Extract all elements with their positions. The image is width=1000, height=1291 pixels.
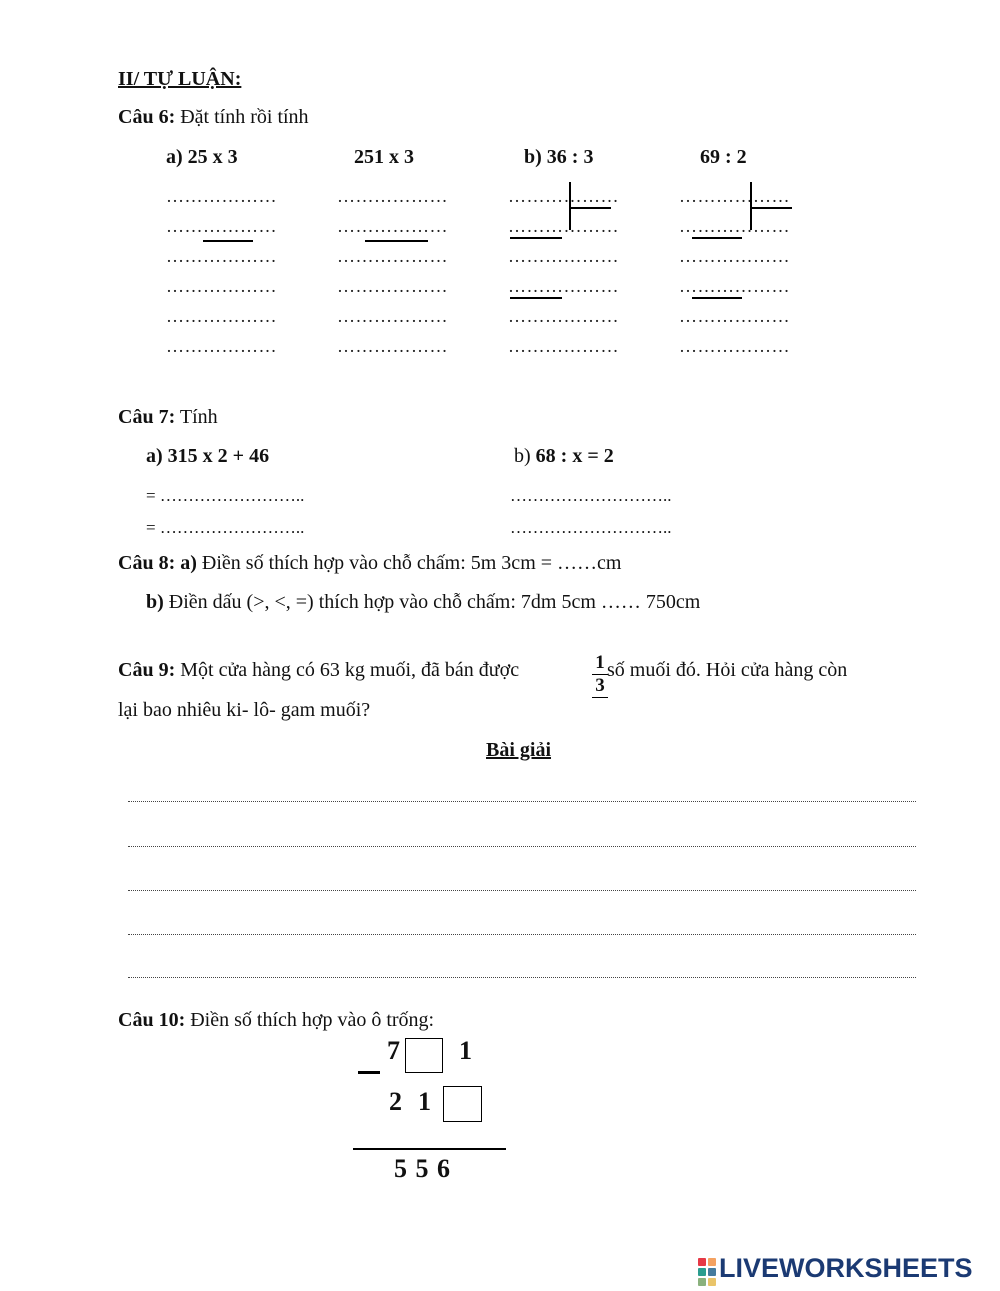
q6-dot-line[interactable]: ………………: [508, 336, 619, 356]
q6-dot-line[interactable]: ………………: [508, 246, 619, 266]
q10-blank-box-2[interactable]: [443, 1086, 482, 1122]
brand-square-icon: [708, 1278, 716, 1286]
q6-dot-line[interactable]: ………………: [166, 186, 277, 206]
q10-row1-digit-1: 7: [387, 1036, 400, 1065]
q6-dot-line[interactable]: ………………: [166, 276, 277, 296]
brand-square-icon: [708, 1258, 716, 1266]
q6-item-b2: 69 : 2: [700, 146, 747, 168]
q7-b-prefix: b): [514, 445, 531, 467]
brand-square-icon: [698, 1258, 706, 1266]
q6-dot-line[interactable]: ………………: [508, 306, 619, 326]
q6-dot-line[interactable]: ………………: [679, 336, 790, 356]
q7-b-answer-line-2[interactable]: ………………………..: [510, 518, 672, 537]
q9-line-1: [118, 659, 519, 682]
q7-part-b: [514, 445, 614, 468]
col2-underline: [365, 240, 428, 242]
q7-a-answer-line-1[interactable]: = ……………………..: [146, 486, 305, 505]
q10-text: Điền số thích hợp vào ô trống:: [190, 1009, 435, 1031]
q8-part-a: [118, 552, 621, 575]
q6-dot-line[interactable]: ………………: [679, 216, 790, 236]
q6-dot-line[interactable]: ………………: [337, 246, 448, 266]
q9-text-before: Một cửa hàng có 63 kg muối, đã bán được: [180, 659, 520, 681]
q10-result: 5 5 6: [394, 1154, 451, 1183]
div2-quotient-line: [750, 207, 792, 209]
solution-line-5[interactable]: [128, 977, 916, 978]
q6-item-a1: a) 25 x 3: [166, 146, 238, 168]
brand-name: LIVEWORKSHEETS: [719, 1253, 973, 1283]
minus-sign: [358, 1071, 380, 1074]
div1-quotient-line: [569, 207, 611, 209]
q6-dot-line[interactable]: ………………: [166, 246, 277, 266]
q7-a-answer-line-2[interactable]: = ……………………..: [146, 518, 305, 537]
div1-sub-line-1: [510, 237, 562, 239]
q9-fraction-denominator: 3: [592, 675, 608, 698]
q7-b-answer-line-1[interactable]: ………………………..: [510, 486, 672, 505]
q10-result-line: [353, 1148, 506, 1150]
q6-dot-line[interactable]: ………………: [679, 186, 790, 206]
solution-line-3[interactable]: [128, 890, 916, 891]
q8-label: Câu 8:: [118, 552, 176, 574]
q6-dot-line[interactable]: ………………: [166, 216, 277, 236]
solution-line-4[interactable]: [128, 934, 916, 935]
solution-title: Bài giải: [486, 739, 552, 761]
q10-row1-digit-3: 1: [459, 1036, 472, 1065]
solution-line-2[interactable]: [128, 846, 916, 847]
q6-dot-line[interactable]: ………………: [166, 336, 277, 356]
q10-blank-box-1[interactable]: [405, 1038, 443, 1073]
q7-a-expression: 315 x 2 + 46: [167, 445, 270, 467]
q6-dot-line[interactable]: ………………: [337, 276, 448, 296]
q6-dot-line[interactable]: ………………: [679, 246, 790, 266]
q6-dot-line[interactable]: ………………: [679, 276, 790, 296]
q8-b-text: Điền dấu (>, <, =) thích hợp vào chỗ chấm: 7dm 5cm …… 750cm: [168, 591, 701, 613]
col1-underline: [203, 240, 253, 242]
div2-sub-line-2: [692, 297, 742, 299]
q9-fraction-numerator: 1: [592, 652, 608, 675]
div2-vertical-bar: [750, 182, 752, 230]
q6-label: Câu 6:: [118, 106, 176, 128]
q7-part-a: [146, 445, 269, 468]
q6-dot-line[interactable]: ………………: [337, 336, 448, 356]
q6-dot-line[interactable]: ………………: [508, 186, 619, 206]
q6-item-b1: b) 36 : 3: [524, 146, 594, 168]
q6-dot-line[interactable]: ………………: [337, 216, 448, 236]
solution-line-1[interactable]: [128, 801, 916, 802]
q8-a-prefix: a): [180, 552, 197, 574]
q6-dot-line[interactable]: ………………: [508, 276, 619, 296]
q6-dot-line[interactable]: ………………: [508, 216, 619, 236]
q6-dot-line[interactable]: ………………: [166, 306, 277, 326]
q6-heading: [118, 106, 309, 129]
q9-line-2: lại bao nhiêu ki- lô- gam muối?: [118, 699, 371, 721]
q9-text-after: số muối đó. Hỏi cửa hàng còn: [607, 659, 848, 681]
q9-fraction: [592, 652, 608, 698]
brand-square-icon: [698, 1268, 706, 1276]
brand-square-icon: [708, 1268, 716, 1276]
q8-b-prefix: b): [146, 591, 164, 613]
div1-sub-line-2: [510, 297, 562, 299]
q8-part-b: [146, 591, 700, 614]
q7-text: Tính: [179, 406, 218, 428]
brand-square-icon: [698, 1278, 706, 1286]
section-title: II/ TỰ LUẬN:: [118, 68, 242, 90]
div1-vertical-bar: [569, 182, 571, 230]
div2-sub-line-1: [692, 237, 742, 239]
q10-row2-digit-2: 1: [418, 1087, 431, 1116]
q9-label: Câu 9:: [118, 659, 176, 681]
q10-label: Câu 10:: [118, 1009, 186, 1031]
q6-item-a2: 251 x 3: [354, 146, 414, 168]
q6-dot-line[interactable]: ………………: [337, 306, 448, 326]
q7-a-prefix: a): [146, 445, 163, 467]
q8-a-text: Điền số thích hợp vào chỗ chấm: 5m 3cm = ……cm: [201, 552, 622, 574]
q6-dot-line[interactable]: ………………: [337, 186, 448, 206]
q7-b-expression: 68 : x = 2: [535, 445, 614, 467]
q7-heading: [118, 406, 218, 429]
q6-text: Đặt tính rồi tính: [180, 106, 309, 128]
q6-dot-line[interactable]: ………………: [679, 306, 790, 326]
q10-heading: [118, 1009, 434, 1032]
q10-row2-digit-1: 2: [389, 1087, 402, 1116]
q7-label: Câu 7:: [118, 406, 176, 428]
